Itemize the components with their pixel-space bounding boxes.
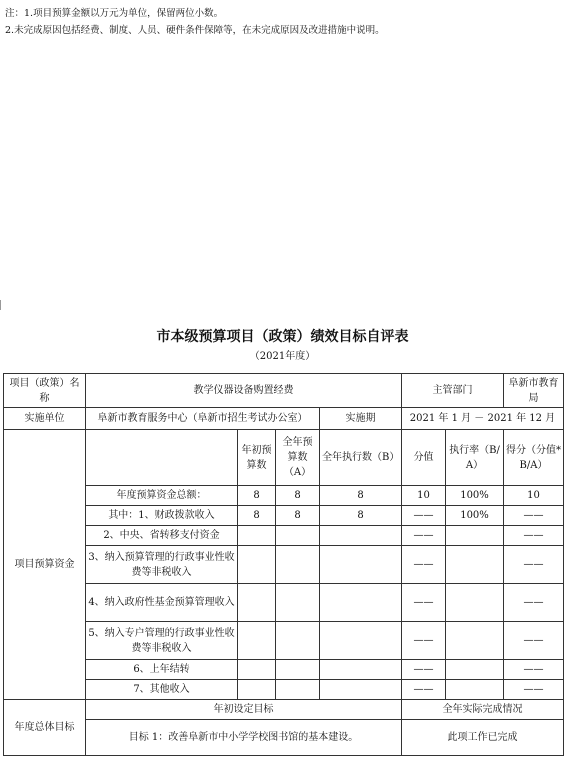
header-full-year: 全年预算数（A） bbox=[276, 430, 320, 486]
project-name-label: 项目（政策）名称 bbox=[4, 374, 86, 408]
row-rate bbox=[446, 546, 504, 584]
row-score: 10 bbox=[402, 486, 446, 506]
header-gained: 得分（分值*B/A） bbox=[504, 430, 564, 486]
unit-label: 实施单位 bbox=[4, 408, 86, 430]
row-score: —— bbox=[402, 584, 446, 622]
dept-value: 阜新市教育局 bbox=[504, 374, 564, 408]
row-executed bbox=[320, 526, 402, 546]
goals-initial-text: 目标 1：改善阜新市中小学学校图书馆的基本建设。 bbox=[86, 720, 402, 756]
row-executed bbox=[320, 680, 402, 700]
budget-row bbox=[4, 486, 564, 506]
row-full-year bbox=[276, 660, 320, 680]
row-score: —— bbox=[402, 546, 446, 584]
dept-label: 主管部门 bbox=[402, 374, 504, 408]
evaluation-table bbox=[3, 373, 564, 756]
page-edge-marker bbox=[0, 300, 3, 310]
row-executed bbox=[320, 660, 402, 680]
row-full-year bbox=[276, 622, 320, 660]
row-initial bbox=[238, 680, 276, 700]
row-gained: —— bbox=[504, 584, 564, 622]
row-rate bbox=[446, 622, 504, 660]
row-label: 3、纳入预算管理的行政事业性收费等非税收入 bbox=[86, 546, 238, 584]
notes bbox=[5, 5, 385, 39]
note-line-1: 注：1.项目预算金额以万元为单位，保留两位小数。 bbox=[5, 8, 224, 19]
budget-row bbox=[4, 660, 564, 680]
header-score: 分值 bbox=[402, 430, 446, 486]
row-full-year: 8 bbox=[276, 506, 320, 526]
row-initial bbox=[238, 622, 276, 660]
row-gained: —— bbox=[504, 680, 564, 700]
row-label: 4、纳入政府性基金预算管理收入 bbox=[86, 584, 238, 622]
row-initial bbox=[238, 546, 276, 584]
row-initial: 8 bbox=[238, 486, 276, 506]
row-initial bbox=[238, 584, 276, 622]
budget-section-label: 项目预算资金 bbox=[4, 430, 86, 700]
row-gained: 10 bbox=[504, 486, 564, 506]
budget-row bbox=[4, 680, 564, 700]
row-rate bbox=[446, 680, 504, 700]
row-executed bbox=[320, 584, 402, 622]
row-initial: 8 bbox=[238, 506, 276, 526]
form-subtitle: （2021年度） bbox=[249, 351, 316, 362]
row-rate bbox=[446, 526, 504, 546]
row-gained: —— bbox=[504, 546, 564, 584]
project-name: 教学仪器设备购置经费 bbox=[86, 374, 402, 408]
row-label: 7、其他收入 bbox=[86, 680, 238, 700]
goals-actual-text: 此项工作已完成 bbox=[402, 720, 564, 756]
budget-header-blank bbox=[86, 430, 238, 486]
row-label: 其中：1、财政拨款收入 bbox=[86, 506, 238, 526]
row-label: 5、纳入专户管理的行政事业性收费等非税收入 bbox=[86, 622, 238, 660]
budget-row bbox=[4, 622, 564, 660]
row-executed: 8 bbox=[320, 486, 402, 506]
row-score: —— bbox=[402, 660, 446, 680]
row-executed bbox=[320, 546, 402, 584]
row-executed bbox=[320, 622, 402, 660]
row-rate bbox=[446, 660, 504, 680]
row-rate: 100% bbox=[446, 486, 504, 506]
row-label: 6、上年结转 bbox=[86, 660, 238, 680]
note-line-2: 2.未完成原因包括经费、制度、人员、硬件条件保障等，在未完成原因及改进措施中说明。 bbox=[5, 25, 385, 36]
row-full-year bbox=[276, 680, 320, 700]
row-gained: —— bbox=[504, 660, 564, 680]
row-gained: —— bbox=[504, 506, 564, 526]
budget-row bbox=[4, 546, 564, 584]
row-label: 年度预算资金总额： bbox=[86, 486, 238, 506]
row-rate bbox=[446, 584, 504, 622]
goals-actual-header: 全年实际完成情况 bbox=[402, 700, 564, 720]
row-full-year: 8 bbox=[276, 486, 320, 506]
row-initial bbox=[238, 660, 276, 680]
period-value: 2021 年 1 月 － 2021 年 12 月 bbox=[402, 408, 564, 430]
goals-initial-header: 年初设定目标 bbox=[86, 700, 402, 720]
row-rate: 100% bbox=[446, 506, 504, 526]
row-score: —— bbox=[402, 526, 446, 546]
row-executed: 8 bbox=[320, 506, 402, 526]
row-score: —— bbox=[402, 506, 446, 526]
header-executed: 全年执行数（B） bbox=[320, 430, 402, 486]
budget-row bbox=[4, 526, 564, 546]
row-gained: —— bbox=[504, 622, 564, 660]
row-score: —— bbox=[402, 680, 446, 700]
budget-row bbox=[4, 584, 564, 622]
header-initial: 年初预算数 bbox=[238, 430, 276, 486]
form-title: 市本级预算项目（政策）绩效目标自评表 bbox=[156, 329, 409, 345]
header-rate: 执行率（B/A） bbox=[446, 430, 504, 486]
row-gained: —— bbox=[504, 526, 564, 546]
goals-section-label: 年度总体目标 bbox=[4, 700, 86, 756]
row-score: —— bbox=[402, 622, 446, 660]
row-label: 2、中央、省转移支付资金 bbox=[86, 526, 238, 546]
unit-value: 阜新市教育服务中心（阜新市招生考试办公室） bbox=[86, 408, 320, 430]
period-label: 实施期 bbox=[320, 408, 402, 430]
row-full-year bbox=[276, 546, 320, 584]
budget-row bbox=[4, 506, 564, 526]
row-full-year bbox=[276, 584, 320, 622]
row-full-year bbox=[276, 526, 320, 546]
row-initial bbox=[238, 526, 276, 546]
